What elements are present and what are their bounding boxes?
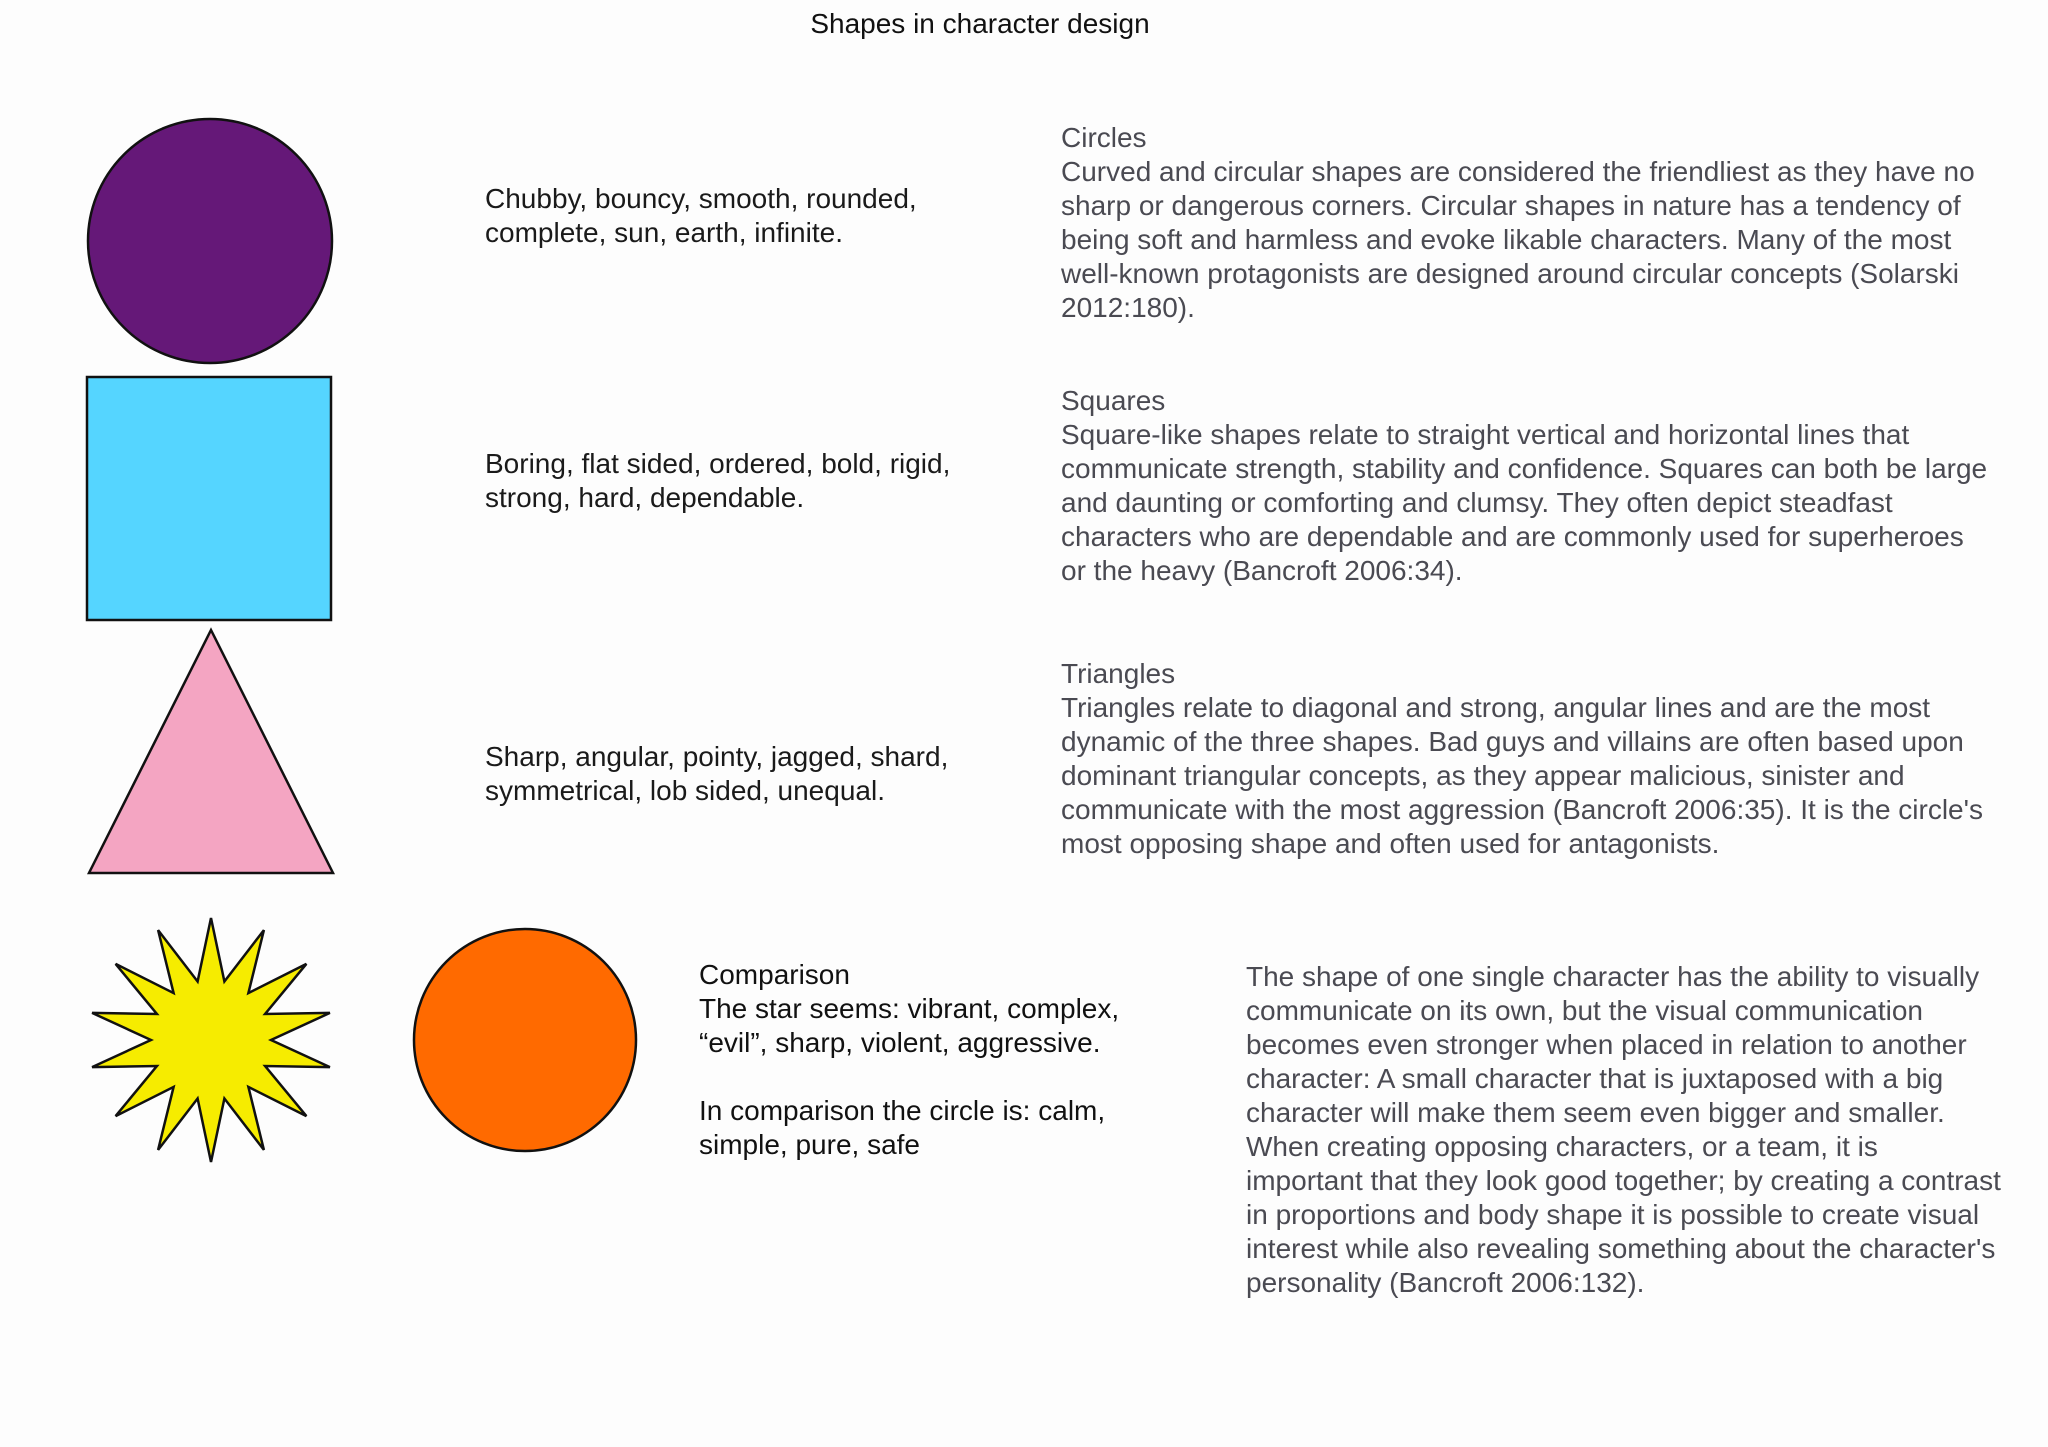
orange-circle-shape — [414, 929, 636, 1151]
comparison-circle-text: In comparison the circle is: calm, simple, pure, safe — [699, 1095, 1106, 1160]
page-title: Shapes in character design — [810, 8, 1150, 39]
squares-heading: Squares — [1061, 385, 1166, 416]
blue-square-shape — [87, 377, 331, 620]
summary-paragraph: The shape of one single character has the ability to visually communicate on its own, but the visual communication becomes even stronger when placed in relation to another character: A small character that is juxtaposed with a big character will make them seem even bigger and smaller. When creating opposing characters, or a team, it is important that they look good together; by creating a contrast in proportions and body shape it is possible to create visual interest while also revealing something about the character's personality (Bancroft 2006:132). — [1246, 961, 2001, 1298]
triangles-description — [1061, 657, 1983, 861]
triangles-body: Triangles relate to diagonal and strong, angular lines and are the most dynamic of the three shapes. Bad guys and villains are often based upon dominant triangular concepts, as they appear malicious, sinister and communicate with the most aggression (Bancroft 2006:35). It is the circle's most opposing shape and often used for antagonists. — [1061, 692, 1983, 859]
square-keywords: Boring, flat sided, ordered, bold, rigid, strong, hard, dependable. — [485, 448, 951, 513]
pink-triangle-shape — [89, 630, 333, 873]
circle-keywords: Chubby, bouncy, smooth, rounded, complete, sun, earth, infinite. — [485, 183, 917, 248]
circles-heading: Circles — [1061, 122, 1147, 153]
comparison-heading: Comparison — [699, 959, 850, 990]
triangles-heading: Triangles — [1061, 658, 1176, 689]
circles-body: Curved and circular shapes are considered the friendliest as they have no sharp or dangerous corners. Circular shapes in nature has a tendency of being soft and harmless and evoke likable characters. Many of the most well-known protagonists are designed around circular concepts (Solarski 2012:180). — [1061, 156, 1975, 323]
triangle-keywords: Sharp, angular, pointy, jagged, shard, symmetrical, lob sided, unequal. — [485, 741, 949, 806]
squares-description — [1061, 384, 1987, 588]
comparison-block — [699, 958, 1169, 1162]
yellow-star-shape — [92, 918, 330, 1162]
comparison-star-text: The star seems: vibrant, complex, “evil”, sharp, violent, aggressive. — [699, 993, 1120, 1058]
circles-description — [1061, 121, 1975, 325]
purple-circle-shape — [88, 119, 332, 363]
squares-body: Square-like shapes relate to straight vertical and horizontal lines that communicate strength, stability and confidence. Squares can both be large and daunting or comforting and clumsy. They often depict steadfast characters who are dependable and are commonly used for superheroes or the heavy (Bancroft 2006:34). — [1061, 419, 1988, 586]
